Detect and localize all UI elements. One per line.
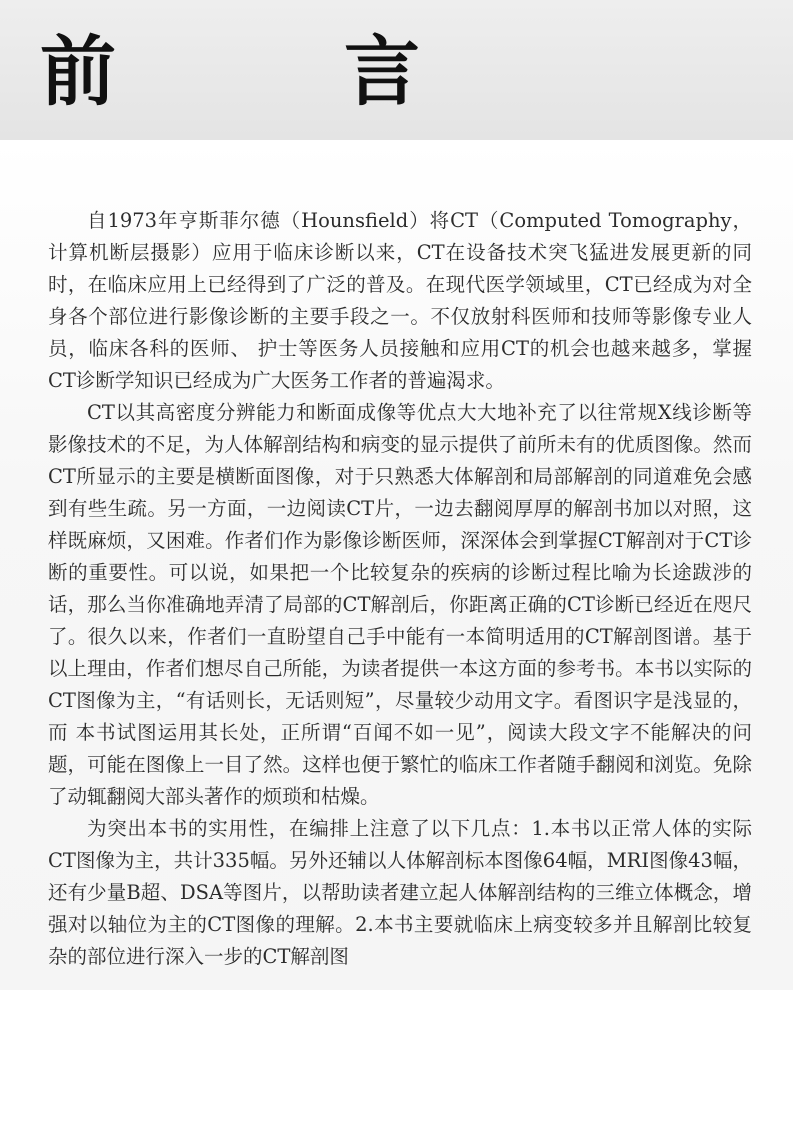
preface-body [48,205,752,973]
paragraph-3: 为突出本书的实用性，在编排上注意了以下几点：1.本书以正常人体的实际CT图像为主，共计335幅。另外还辅以人体解剖标本图像64幅，MRI图像43幅，还有少量B超、DSA等图片，以帮助读者建立起人体解剖结构的三维立体概念，增强对以轴位为主的CT图像的理解。2.本书主要就临床上病变较多并且解剖比较复杂的部位进行深入一步的CT解剖图 [48,817,752,968]
paragraph-2: CT以其高密度分辨能力和断面成像等优点大大地补充了以往常规X线诊断等影像技术的不足，为人体解剖结构和病变的显示提供了前所未有的优质图像。然而CT所显示的主要是横断面图像，对于只熟悉大体解剖和局部解剖的同道难免会感到有些生疏。另一方面，一边阅读CT片，一边去翻阅厚厚的解剖书加以对照，这样既麻烦，又困难。作者们作为影像诊断医师，深深体会到掌握CT解剖对于CT诊断的重要性。可以说，如果把一个比较复杂的疾病的诊断过程比喻为长途跋涉的话，那么当你准确地弄清了局部的CT解剖后，你距离正确的CT诊断已经近在咫尺了。很久以来，作者们一直盼望自己手中能有一本简明适用的CT解剖图谱。基于以上理由，作者们想尽自己所能，为读者提供一本这方面的参考书。本书以实际的CT图像为主，“有话则长，无话则短”，尽量较少动用文字。看图识字是浅显的，而 本书试图运用其长处，正所谓“百闻不如一见”，阅读大段文字不能解决的问题，可能在图像上一目了然。这样也便于繁忙的临床工作者随手翻阅和浏览。免除了动辄翻阅大部头著作的烦琐和枯燥。 [48,401,752,808]
header-band [0,0,793,141]
paragraph-1: 自1973年亨斯菲尔德（Hounsfield）将CT（Computed Tomography，计算机断层摄影）应用于临床诊断以来，CT在设备技术突飞猛进发展更新的同时，在临床应用上已经得到了广泛的普及。在现代医学领域里，CT已经成为对全身各个部位进行影像诊断的主要手段之一。不仅放射科医师和技师等影像专业人员，临床各科的医师、 护士等医务人员接触和应用CT的机会也越来越多，掌握CT诊断学知识已经成为广大医务工作者的普遍渴求。 [48,209,752,392]
page-title: 前 言 [40,27,496,116]
